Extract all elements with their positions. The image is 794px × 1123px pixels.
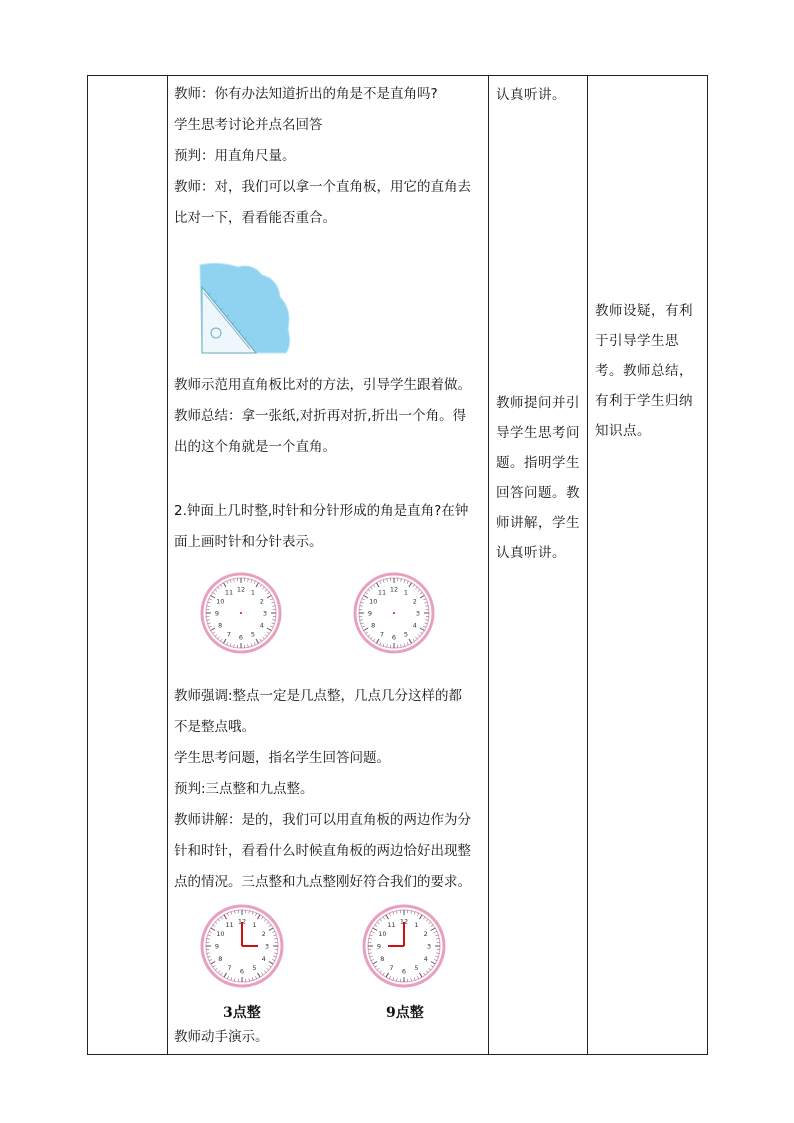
svg-text:3: 3 [415,609,421,618]
line-12: 不是整点哦。 [174,719,255,735]
clock-nine-oclock [362,903,446,989]
svg-text:4: 4 [412,621,417,630]
svg-text:9: 9 [214,942,220,951]
svg-text:9: 9 [214,609,220,618]
line-5: 比对一下，看看能否重合。 [174,210,336,226]
svg-text:6: 6 [238,633,244,642]
svg-text:7: 7 [226,630,232,639]
line-13: 学生思考问题，指名学生回答问题。 [174,750,390,766]
svg-text:5: 5 [252,964,257,973]
lesson-table [87,75,708,1055]
svg-text:8: 8 [218,621,223,630]
svg-text:2: 2 [412,597,417,606]
svg-text:8: 8 [218,955,223,963]
svg-text:3: 3 [262,609,268,618]
line-6: 教师示范用直角板比对的方法，引导学生跟着做。 [174,377,471,393]
line-10: 面上画时针和分针表示。 [174,534,323,550]
blank-clock-right [353,571,435,655]
svg-text:1: 1 [252,920,257,929]
svg-text:2: 2 [423,930,428,938]
student-activity-text: 教师提问并引导学生思考问题。指明学生回答问题。教师讲解，学生认真听讲。 [496,395,580,561]
svg-text:9: 9 [367,609,373,618]
svg-text:11: 11 [377,588,387,597]
svg-text:11: 11 [224,588,234,597]
teaching-process-cell [168,76,489,1055]
svg-text:9: 9 [376,942,382,951]
design-intent-text: 教师设疑，有利于引导学生思考。教师总结，有利于学生归纳知识点。 [595,303,693,439]
svg-text:6: 6 [401,967,407,976]
line-3: 预判：用直角尺量。 [174,148,296,164]
svg-text:7: 7 [227,964,232,973]
line-8: 出的这个角就是一个直角。 [174,439,336,455]
svg-text:8: 8 [371,621,376,630]
clock-three-oclock [200,903,284,989]
svg-text:7: 7 [379,630,385,639]
svg-text:3: 3 [426,942,432,951]
design-intent-cell [588,76,708,1055]
svg-text:12: 12 [237,917,247,926]
set-square-image [198,261,294,356]
svg-text:11: 11 [225,920,234,929]
svg-text:12: 12 [236,585,246,594]
line-14: 预判:三点整和九点整。 [174,781,314,797]
line-4: 教师：对，我们可以拿一个直角板，用它的直角去 [174,179,471,195]
svg-text:8: 8 [380,955,385,963]
svg-text:4: 4 [259,621,264,630]
svg-text:11: 11 [387,920,396,929]
caption-nine-oclock: 9点整 [386,1005,424,1021]
svg-text:5: 5 [414,964,419,973]
svg-text:5: 5 [403,630,409,639]
student-activity-cell [489,76,588,1055]
line-1: 教师：你有办法知道折出的角是不是直角吗? [174,86,438,102]
caption-three-oclock: 3点整 [223,1005,261,1021]
svg-text:12: 12 [389,585,399,594]
svg-text:1: 1 [403,588,409,597]
svg-text:6: 6 [239,967,245,976]
blank-clock-left [200,571,282,655]
svg-text:7: 7 [389,964,394,973]
svg-text:12: 12 [399,917,409,926]
svg-text:10: 10 [216,930,225,938]
line-2: 学生思考讨论并点名回答 [174,117,323,133]
svg-text:4: 4 [423,955,428,963]
line-9: 2.钟面上几时整,时针和分针形成的角是直角?在钟 [174,503,469,519]
svg-text:6: 6 [391,633,397,642]
line-17: 点的情况。三点整和九点整刚好符合我们的要求。 [174,874,471,890]
empty-column-cell [88,76,168,1055]
line-18: 教师动手演示。 [174,1029,269,1045]
svg-text:3: 3 [264,942,270,951]
svg-text:2: 2 [259,597,264,606]
student-activity-top: 认真听讲。 [496,87,566,103]
line-11: 教师强调:整点一定是几点整，几点几分这样的都 [174,688,463,704]
line-7: 教师总结：拿一张纸,对折再对折,折出一个角。得 [174,408,467,424]
line-15: 教师讲解：是的，我们可以用直角板的两边作为分 [174,812,471,828]
svg-text:5: 5 [250,630,256,639]
svg-text:10: 10 [378,930,387,938]
svg-text:1: 1 [250,588,256,597]
svg-text:10: 10 [369,597,378,606]
svg-text:2: 2 [261,930,266,938]
line-16: 针和时针，看看什么时候直角板的两边恰好出现整 [174,843,471,859]
svg-text:4: 4 [261,955,266,963]
svg-text:1: 1 [414,920,419,929]
svg-text:10: 10 [216,597,225,606]
